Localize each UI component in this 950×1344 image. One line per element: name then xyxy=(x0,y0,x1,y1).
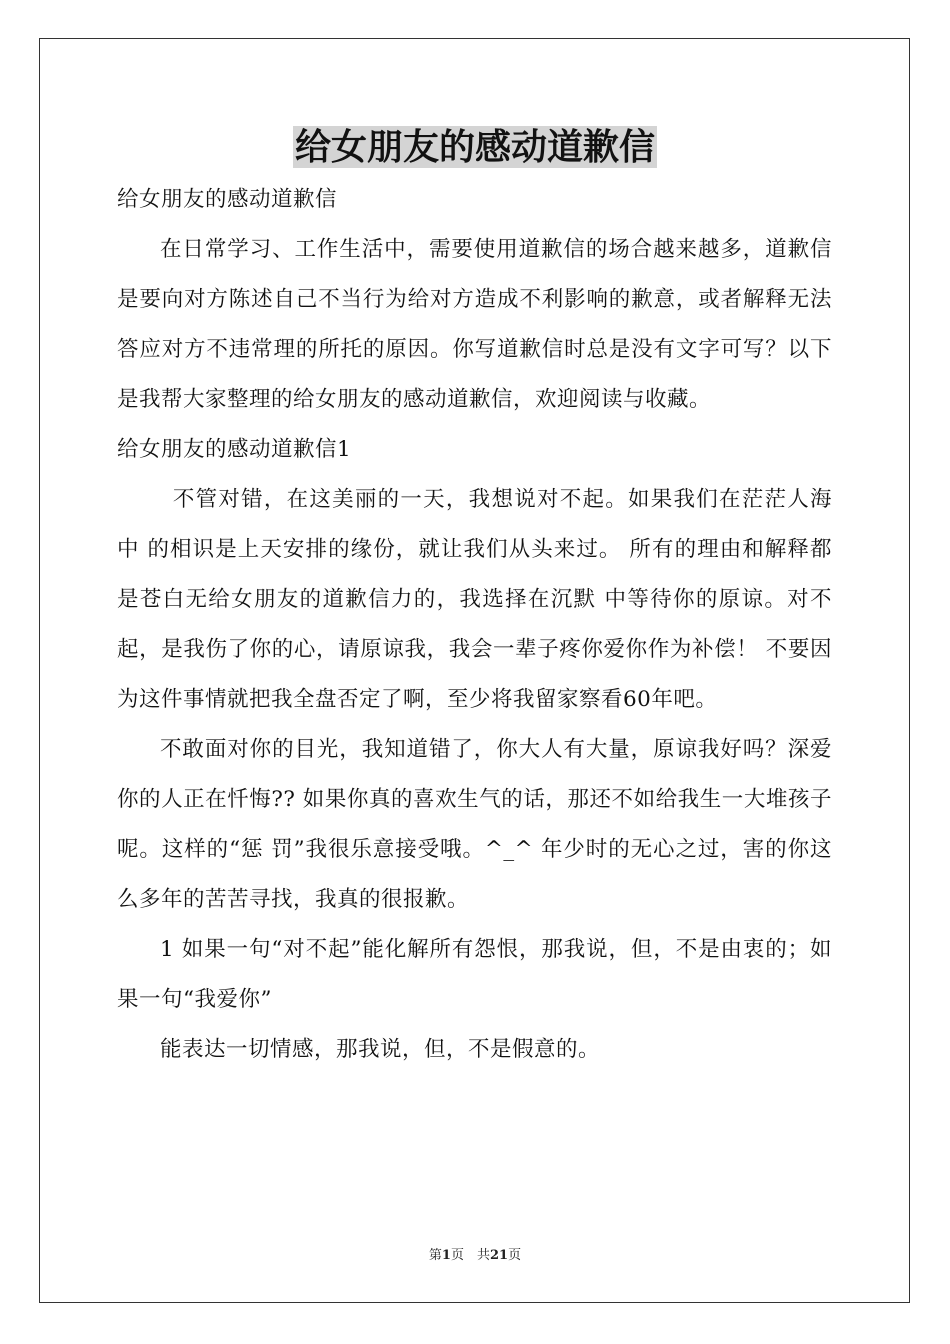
body-paragraph-2: 不敢面对你的目光，我知道错了，你大人有大量，原谅我好吗？深爱 你的人正在忏悔?? 如果你真的喜欢生气的话，那还不如给我生一大堆孩子呢。这样的“惩 罚”我很乐意接受哦。^_^ 年少时的无心之过，害的你这么多年的苦苦寻找，我真的很报歉。 xyxy=(117,737,832,912)
document-body xyxy=(117,175,832,1075)
section-heading: 给女朋友的感动道歉信1 xyxy=(117,437,352,462)
body-paragraph-1: 不管对错，在这美丽的一天，我想说对不起。如果我们在茫茫人海中 的相识是上天安排的缘份，就让我们从头来过。 所有的理由和解释都是苍白无给女朋友的道歉信力的，我选择在沉默 中等待你的原谅。对不起，是我伤了你的心，请原谅我，我会一辈子疼你爱你作为补偿！ 不要因为这件事情就把我全盘否定了啊，至少将我留家察看60年吧。 xyxy=(117,487,832,712)
footer-page-suffix: 页 xyxy=(508,1248,522,1263)
intro-paragraph: 在日常学习、工作生活中，需要使用道歉信的场合越来越多，道歉信是要向对方陈述自己不当行为给对方造成不利影响的歉意，或者解释无法答应对方不违常理的所托的原因。你写道歉信时总是没有文字可写？以下是我帮大家整理的给女朋友的感动道歉信，欢迎阅读与收藏。 xyxy=(117,237,832,412)
document-title xyxy=(0,122,950,172)
subtitle-paragraph: 给女朋友的感动道歉信 xyxy=(117,187,338,212)
body-paragraph-4: 能表达一切情感，那我说，但，不是假意的。 xyxy=(160,1037,601,1062)
footer-page-total: 21 xyxy=(489,1248,509,1263)
footer-page-mid: 页 共 xyxy=(450,1248,490,1263)
page-footer xyxy=(0,1246,950,1266)
footer-page-prefix: 第 xyxy=(428,1248,442,1263)
document-title-text: 给女朋友的感动道歉信 xyxy=(294,126,655,168)
body-paragraph-3: 1 如果一句“对不起”能化解所有怨恨，那我说，但，不是由衷的；如果一句“我爱你” xyxy=(117,937,832,1012)
footer-page-current: 1 xyxy=(441,1248,451,1263)
